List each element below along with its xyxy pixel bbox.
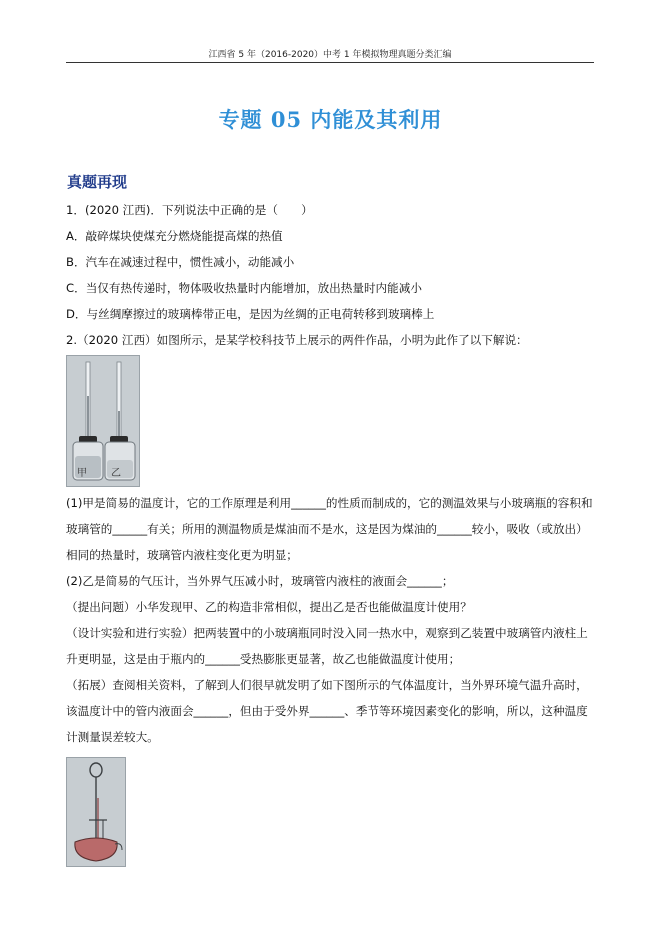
figure-thermometer-barometer-photo: [66, 355, 140, 487]
question-2-line-7: 升更明显，这是由于瓶内的______受热膨胀更显著，故乙也能做温度计使用；: [66, 652, 461, 666]
question-1-option-b: B．汽车在减速过程中，惯性减小，动能减小: [66, 255, 295, 269]
question-1-option-d: D．与丝绸摩擦过的玻璃棒带正电，是因为丝绸的正电荷转移到玻璃棒上: [66, 307, 435, 321]
section-heading: 真题再现: [67, 173, 128, 191]
question-1-stem: 1．(2020 江西)．下列说法中正确的是（ ）: [66, 203, 313, 217]
figure-label-yi: 乙: [111, 468, 121, 479]
question-2-line-10: 计测量误差较大。: [66, 730, 159, 744]
question-2-line-1: (1)甲是简易的温度计，它的工作原理是利用______的性质而制成的，它的测温效果与小玻璃瓶的容积和: [66, 496, 593, 510]
question-2-stem: 2.（2020 江西）如图所示，是某学校科技节上展示的两件作品，小明为此作了以下解说：: [66, 333, 528, 347]
question-2-line-5: （提出问题）小华发现甲、乙的构造非常相似，提出乙是否也能做温度计使用？: [66, 600, 472, 614]
question-2-line-2: 玻璃管的______有关；所用的测温物质是煤油而不是水，这是因为煤油的______较小，吸收（或放出）: [66, 522, 588, 536]
question-1-option-a: A．敲碎煤块使煤充分燃烧能提高煤的热值: [66, 229, 283, 243]
figure-label-jia: 甲: [77, 468, 87, 479]
document-title: 专题 05 内能及其利用: [218, 107, 443, 132]
question-2-line-4: (2)乙是简易的气压计，当外界气压减小时，玻璃管内液柱的液面会______；: [66, 574, 454, 588]
question-2-line-3: 相同的热量时，玻璃管内液柱变化更为明显；: [66, 548, 298, 562]
question-1-option-c: C．当仅有热传递时，物体吸收热量时内能增加，放出热量时内能减小: [66, 281, 422, 295]
question-2-line-8: （拓展）查阅相关资料，了解到人们很早就发明了如下图所示的气体温度计，当外界环境气温升高时，: [66, 678, 588, 692]
header-rule: [66, 62, 594, 63]
question-2-line-9: 该温度计中的管内液面会______，但由于受外界______、季节等环境因素变化的影响，所以，这种温度: [66, 704, 588, 718]
question-2-line-6: （设计实验和进行实验）把两装置中的小玻璃瓶同时没入同一热水中，观察到乙装置中玻璃管内液柱上: [66, 626, 588, 640]
gas-thermometer-illustration: [67, 758, 125, 866]
figure-gas-thermometer-photo: [66, 757, 126, 867]
running-header: 江西省 5 年（2016-2020）中考 1 年模拟物理真题分类汇编: [208, 50, 452, 60]
